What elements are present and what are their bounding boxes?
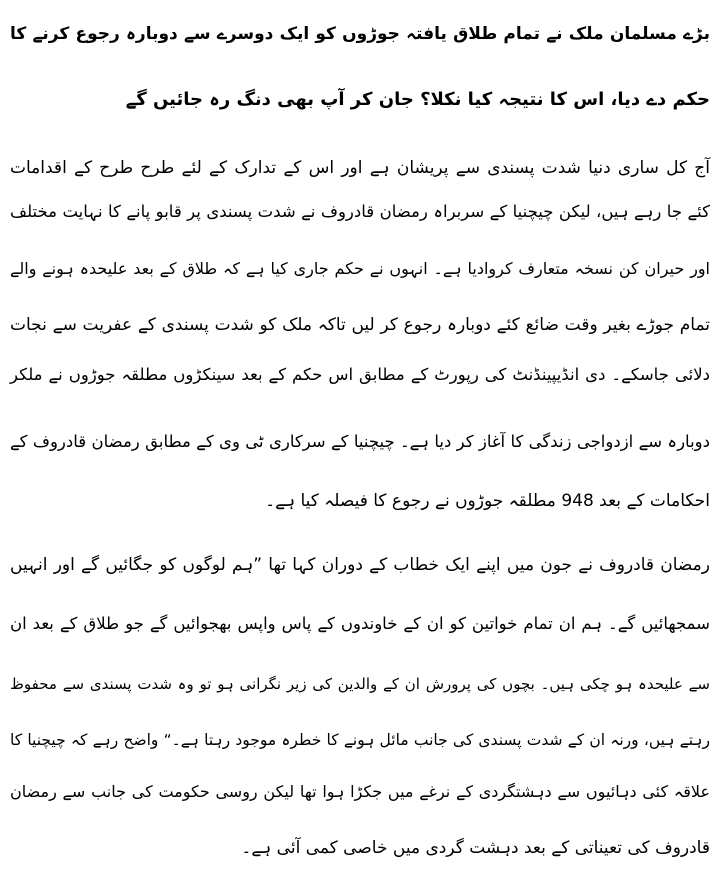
paragraph-2-line-1: رمضان قادروف نے جون میں اپنے ایک خطاب کے دوران کہا تھا ”ہم لوگوں کو جگائیں گے اور انہیں <box>10 555 710 575</box>
paragraph-2-line-2: سمجھائیں گے۔ ہم ان تمام خواتین کو ان کے خاوندوں کے پاس واپس بھجوائیں گے جو طلاق کے بعد ان <box>10 614 710 633</box>
paragraph-2-line-6: قادروف کی تعیناتی کے بعد دہشت گردی میں خاصی کمی آئی ہے۔ <box>241 838 710 858</box>
paragraph-1-line-3: اور حیران کن نسخہ متعارف کروادیا ہے۔ انہوں نے حکم جاری کیا ہے کہ طلاق کے بعد علیحدہ ہونے والے <box>10 259 710 278</box>
article-title-line-2: حکم دے دیا، اس کا نتیجہ کیا نکلا؟ جان کر آپ بھی دنگ رہ جائیں گے <box>125 89 710 110</box>
paragraph-2-line-3: سے علیحدہ ہو چکی ہیں۔ بچوں کی پرورش ان کے والدین کی زیر نگرانی ہو تو وہ شدت پسندی سے محفوظ <box>10 675 710 693</box>
paragraph-1-line-1: آج کل ساری دنیا شدت پسندی سے پریشان ہے اور اس کے تدارک کے لئے طرح طرح کے اقدامات <box>10 158 710 178</box>
paragraph-1-line-5: دلائی جاسکے۔ دی انڈیپینڈنٹ کی رپورٹ کے مطابق اس حکم کے بعد سینکڑوں مطلقہ جوڑوں نے ملکر <box>10 365 710 384</box>
paragraph-2-line-5: علاقہ کئی دہائیوں سے دہشتگردی کے نرغے میں جکڑا ہوا تھا لیکن روسی حکومت کی جانب سے رمضان <box>10 782 710 801</box>
paragraph-2-line-4: رہتے ہیں، ورنہ ان کے شدت پسندی کی جانب مائل ہونے کا خطرہ موجود رہتا ہے۔“ واضح رہے کہ چیچنیا کا <box>10 731 710 749</box>
paragraph-1-line-4: تمام جوڑے بغیر وقت ضائع کئے دوبارہ رجوع کر لیں تاکہ ملک کو شدت پسندی کے عفریت سے نجات <box>10 315 710 335</box>
paragraph-1-line-6: دوبارہ سے ازدواجی زندگی کا آغاز کر دیا ہے۔ چیچنیا کے سرکاری ٹی وی کے مطابق رمضان قادروف کے <box>10 432 710 451</box>
article <box>10 0 710 883</box>
article-title-line-1: بڑے مسلمان ملک نے تمام طلاق یافتہ جوڑوں کو ایک دوسرے سے دوبارہ رجوع کرنے کا <box>10 24 710 44</box>
paragraph-1-line-7: احکامات کے بعد 948 مطلقہ جوڑوں نے رجوع کا فیصلہ کیا ہے۔ <box>265 491 710 511</box>
paragraph-1-line-2: کئے جا رہے ہیں، لیکن چیچنیا کے سربراہ رمضان قادروف نے شدت پسندی پر قابو پانے کا نہایت مختلف <box>10 202 710 221</box>
